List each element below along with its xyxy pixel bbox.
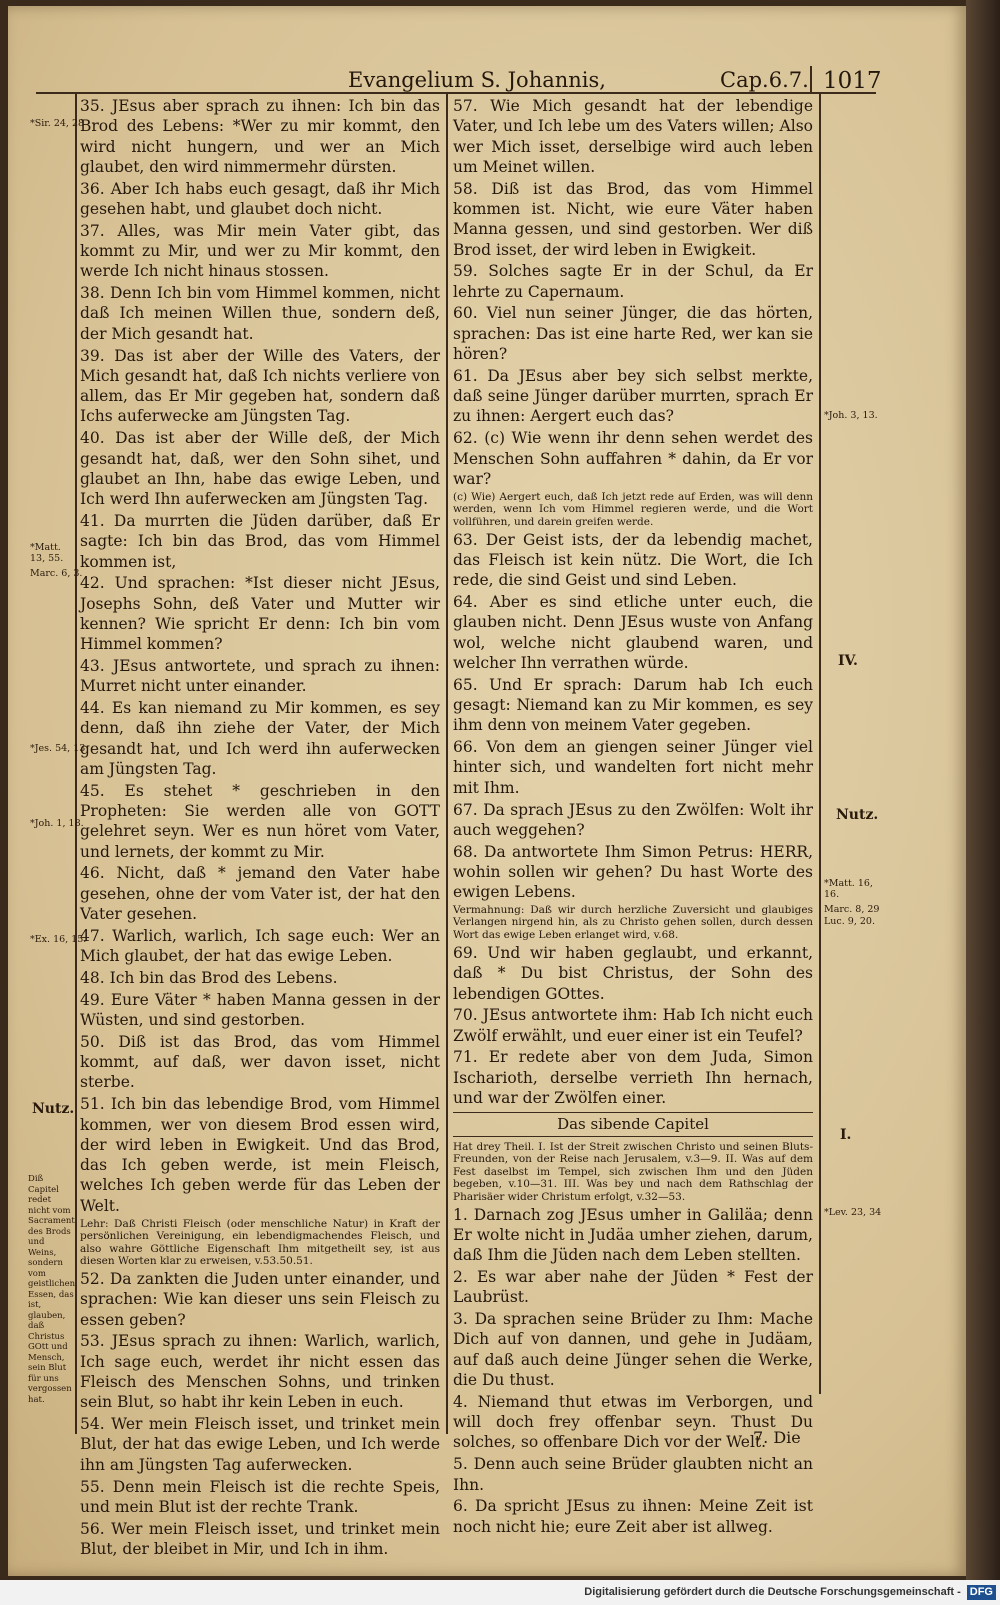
verse: 43. JEsus antwortete, und sprach zu ihnen: Murret nicht unter einander. (80, 657, 440, 696)
verse: 4. Niemand thut etwas im Verborgen, und will doch frey offenbar seyn. Thust Du solches, so offenbare Dich vor der Welt. (453, 1392, 813, 1452)
margin-ref: *Lev. 23, 34 (824, 1207, 882, 1218)
verse: 42. Und sprachen: *Ist dieser nicht JEsus, Josephs Sohn, deß Vater und Mutter wir kennen? Wie spricht Er denn: Ich bin vom Himmel kommen? (80, 574, 440, 654)
verse: 69. Und wir haben geglaubt, und erkannt, daß * Du bist Christus, der Sohn des lebendigen GOttes. (453, 943, 813, 1003)
verse: 1. Darnach zog JEsus umher in Galiläa; denn Er wolte nicht in Judäa umher ziehen, darum, daß Ihm die Jüden nach dem Leben stellten. (453, 1205, 813, 1265)
margin-section: IV. (838, 653, 858, 669)
header-divider (810, 66, 812, 94)
verse: 44. Es kan niemand zu Mir kommen, es sey denn, daß ihn ziehe der Vater, der Mich gesandt hat, und Ich werd ihn auferwecken am Jüngsten Tag. (80, 699, 440, 778)
verse: 56. Wer mein Fleisch isset, und trinket mein Blut, der bleibet in Mir, und Ich in ihm. (80, 1519, 440, 1558)
doctrine-note: Lehr: Daß Christi Fleisch (oder menschliche Natur) in Kraft der persönlichen Vereinigung, ein lebendigmachendes Fleisch, und also wahre Göttliche Eigenschaft Ihm mitgetheilt sey, ist aus diesen Worten klar zu erweisen, v.53.50.51. (80, 1217, 440, 1268)
verse: 35. JEsus aber sprach zu ihnen: Ich bin das Brod des Lebens: *Wer zu mir kommt, den wird nicht hungern, und wer an Mich glaubet, den wird nimmermehr dürsten. (80, 97, 440, 176)
catchword: 7. Die (753, 1428, 801, 1447)
verse: 40. Das ist aber der Wille deß, der Mich gesandt hat, daß, wer den Sohn sihet, und glaubet an Ihn, habe das ewige Leben, und Ich werd Ihn auferwecken am Jüngsten Tag. (80, 429, 440, 509)
margin-section: I. (840, 1127, 852, 1143)
margin-ref: *Joh. 3, 13. (824, 410, 878, 421)
margin-ref: *Ex. 16, 15. (30, 934, 87, 945)
verse: 66. Von dem an giengen seiner Jünger viel hinter sich, und wandelten fort nicht mehr mit Ihm. (453, 738, 813, 797)
verse: 38. Denn Ich bin vom Himmel kommen, nicht daß Ich meinen Willen thue, sondern deß, der Mich gesandt hat. (80, 284, 440, 343)
left-margin-rule (75, 94, 77, 1434)
book-spine (966, 0, 1000, 1580)
margin-ref: *Matt. 13, 55. (30, 542, 64, 564)
verse: 61. Da JEsus aber bey sich selbst merkte, daß seine Jünger darüber murrten, sprach Er zu ihnen: Aergert euch das? (453, 366, 813, 426)
verse: 37. Alles, was Mir mein Vater gibt, das kommt zu Mir, und wer zu Mir kommt, den werde Ich nicht hinaus stossen. (80, 221, 440, 281)
book-page (8, 6, 966, 1576)
verse: 62. (c) Wie wenn ihr denn sehen werdet des Menschen Sohn auffahren * dahin, da Er vor war? (453, 429, 813, 488)
verse: 6. Da spricht JEsus zu ihnen: Meine Zeit ist noch nicht hie; eure Zeit aber ist allweg. (453, 1497, 813, 1536)
chapter-summary: Hat drey Theil. I. Ist der Streit zwischen Christo und seinen Bluts-Freunden, von der Reise nach Jerusalem, v.3—9. II. Was auf dem Fest daselbst im Tempel, sich zwischen Ihm und den Jüden begeben, v.10—31. III. Was bey und nach dem Rathschlag der Pharisäer wider Christum erfolgt, v.32—53. (453, 1140, 813, 1203)
verse: 71. Er redete aber von dem Juda, Simon Ischarioth, derselbe verrieth Ihn hernach, und war der Zwölfen einer. (453, 1048, 813, 1108)
verse: 57. Wie Mich gesandt hat der lebendige Vater, und Ich lebe um des Vaters willen; Also wer Mich isset, derselbige wird auch leben um Meinet willen. (453, 97, 813, 176)
margin-ref: *Joh. 1, 18. (30, 818, 84, 829)
verse: 60. Viel nun seiner Jünger, die das hörten, sprachen: Das ist eine harte Red, wer kan sie hören? (453, 304, 813, 364)
verse: 53. JEsus sprach zu ihnen: Warlich, warlich, Ich sage euch, werdet ihr nicht essen das Fleisch des Menschen Sohns, und trinken sein Blut, so habt ihr kein Leben in euch. (80, 1332, 440, 1412)
margin-ref: *Jes. 54, 13 (30, 743, 86, 754)
margin-ref: *Matt. 16, 16. (824, 878, 873, 900)
column-divider (446, 94, 448, 1434)
footnote-c: (c) Wie) Aergert euch, daß Ich jetzt rede auf Erden, was will denn werden, wenn Ich vom Himmel regieren werde, und die Wort vollführen, und darein greifen werde. (453, 490, 813, 528)
chapter-label: Cap.6.7. (720, 68, 809, 92)
verse: 41. Da murrten die Jüden darüber, daß Er sagte: Ich bin das Brod, das vom Himmel kommen ist, (80, 511, 440, 571)
margin-ref: Marc. 6, 3. (30, 568, 83, 579)
verse: 5. Denn auch seine Brüder glaubten nicht an Ihn. (453, 1455, 813, 1494)
funding-credit: Digitalisierung gefördert durch die Deutsche Forschungsgemeinschaft - (584, 1586, 961, 1598)
verse: 64. Aber es sind etliche unter euch, die glauben nicht. Denn JEsus wuste von Anfang wol, welche nicht glaubend waren, und welcher Ihn verrathen würde. (453, 593, 813, 672)
verse: 65. Und Er sprach: Darum hab Ich euch gesagt: Niemand kan zu Mir kommen, es sey ihm denn von meinem Vater gegeben. (453, 675, 813, 735)
running-title: Evangelium S. Johannis, (348, 68, 606, 92)
verse: 59. Solches sagte Er in der Schul, da Er lehrte zu Capernaum. (453, 262, 813, 301)
verse: 55. Denn mein Fleisch ist die rechte Speis, und mein Blut ist der rechte Trank. (80, 1477, 440, 1516)
verse: 2. Es war aber nahe der Jüden * Fest der Laubrüst. (453, 1268, 813, 1307)
right-margin-rule (819, 94, 821, 1394)
margin-ref: Marc. 8, 29 (824, 904, 880, 915)
margin-commentary: Diß Capitel redet nicht vom Sacrament des Brods und Weins, sondern vom geistlichen Essen, das ist, glauben, daß Christus GOtt und Mensch, sein Blut für uns vergossen hat. (28, 1174, 76, 1405)
dfg-logo: DFG (967, 1585, 996, 1600)
verse: 46. Nicht, daß * jemand den Vater habe gesehen, ohne der vom Vater ist, der hat den Vater gesehen. (80, 864, 440, 924)
verse: 49. Eure Väter * haben Manna gessen in der Wüsten, und sind gestorben. (80, 990, 440, 1030)
verse: 3. Da sprachen seine Brüder zu Ihm: Mache Dich auf von dannen, und gehe in Judäam, auf daß auch deine Jünger sehen die Werke, die Du thust. (453, 1310, 813, 1390)
verse: 50. Diß ist das Brod, das vom Himmel kommt, auf daß, wer davon isset, nicht sterbe. (80, 1032, 440, 1092)
verse: 48. Ich bin das Brod des Lebens. (80, 968, 338, 987)
verse: 54. Wer mein Fleisch isset, und trinket mein Blut, der hat das ewige Leben, und Ich werde ihn am Jüngsten Tag auferwecken. (80, 1415, 440, 1474)
verse: 63. Der Geist ists, der da lebendig machet, das Fleisch ist kein nütz. Die Wort, die Ich rede, die sind Geist und sind Leben. (453, 530, 813, 590)
margin-ref: *Sir. 24, 28 (30, 118, 85, 129)
verse: 67. Da sprach JEsus zu den Zwölfen: Wolt ihr auch weggehen? (453, 800, 813, 839)
verse: 51. Ich bin das lebendige Brod, vom Himmel kommen, wer von diesem Brod essen wird, der wird leben in Ewigkeit. Und das Brod, das Ich geben werde, ist mein Fleisch, welches Ich geben werde für das Leben der Welt. (80, 1095, 440, 1215)
right-column (453, 96, 813, 1538)
margin-heading: Nutz. (32, 1101, 75, 1117)
footer-bar (0, 1580, 1000, 1605)
verse: 70. JEsus antwortete ihm: Hab Ich nicht euch Zwölf erwählt, und euer einer ist ein Teufel? (453, 1006, 813, 1045)
margin-heading: Nutz. (836, 807, 879, 823)
exhortation-note: Vermahnung: Daß wir durch herzliche Zuversicht und glaubiges Verlangen nirgend hin, als zu Christo gehen sollen, durch dessen Wort das ewige Leben erlanget wird, v.68. (453, 903, 813, 941)
verse: 47. Warlich, warlich, Ich sage euch: Wer an Mich glaubet, der hat das ewige Leben. (80, 926, 440, 966)
left-column (80, 96, 440, 1561)
margin-ref: Luc. 9, 20. (824, 916, 875, 927)
verse: 68. Da antwortete Ihm Simon Petrus: HERR, wohin sollen wir gehen? Du hast Worte des ewigen Lebens. (453, 842, 813, 902)
chapter-heading: Das sibende Capitel (453, 1112, 813, 1136)
verse: 58. Diß ist das Brod, das vom Himmel kommen ist. Nicht, wie eure Väter haben Manna gessen, und sind gestorben. Wer diß Brod isset, der wird leben in Ewigkeit. (453, 179, 813, 259)
verse: 52. Da zankten die Juden unter einander, und sprachen: Wie kan dieser uns sein Fleisch zu essen geben? (80, 1270, 440, 1329)
verse: 45. Es stehet * geschrieben in den Propheten: Sie werden alle von GOTT gelehret seyn. Wer es nun höret vom Vater, und lernets, der kommt zu Mir. (80, 781, 440, 861)
verse: 39. Das ist aber der Wille des Vaters, der Mich gesandt hat, daß Ich nichts verliere von allem, das Er Mir gegeben hat, sondern daß Ichs auferwecke am Jüngsten Tag. (80, 346, 440, 426)
page-number: 1017 (823, 68, 882, 94)
header-rule (36, 92, 876, 94)
verse: 36. Aber Ich habs euch gesagt, daß ihr Mich gesehen habt, und glaubet doch nicht. (80, 179, 440, 218)
